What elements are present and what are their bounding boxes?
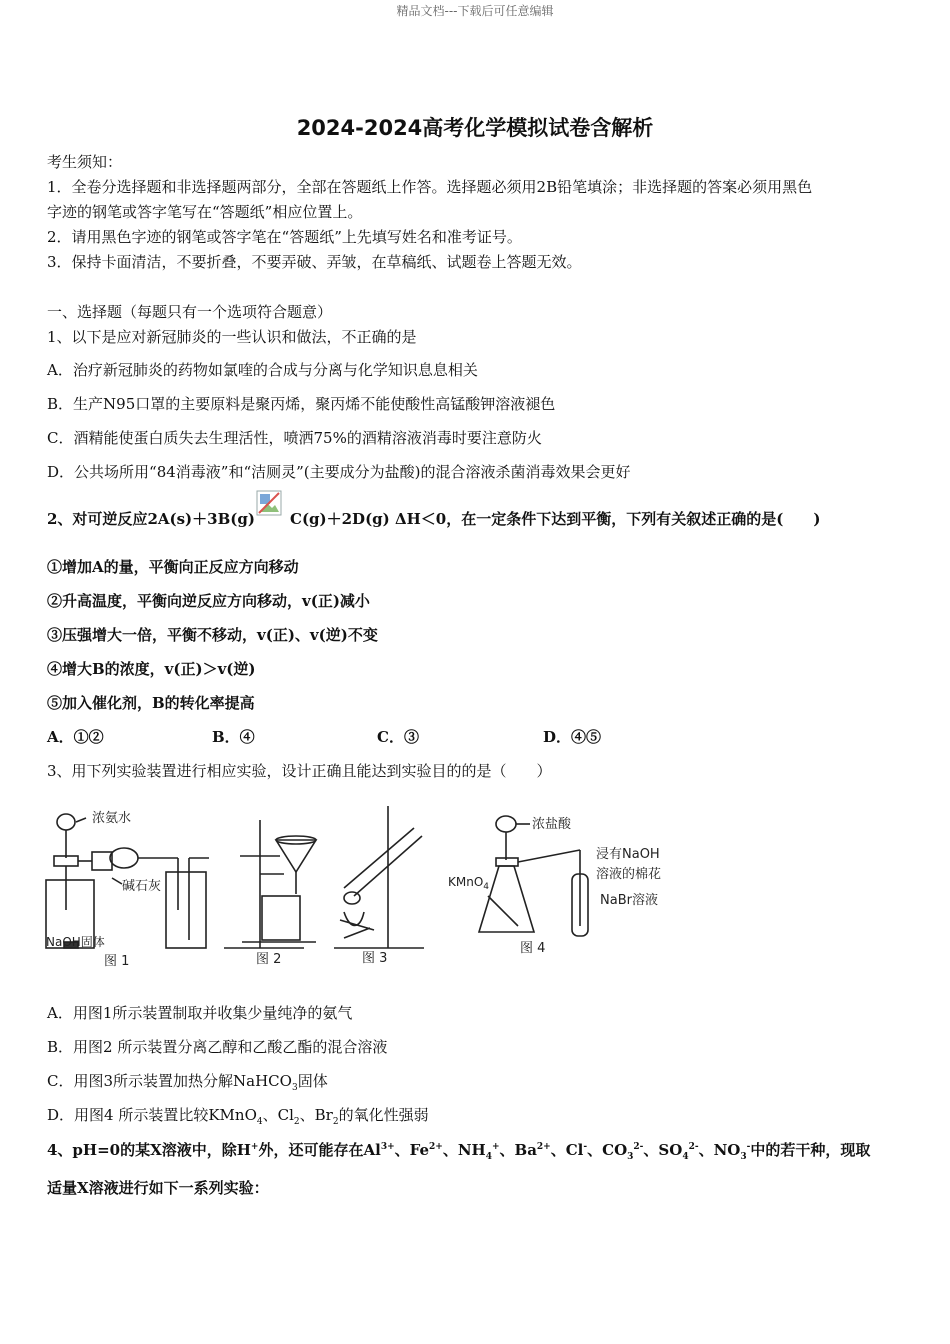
figure-2-label: 图 2 xyxy=(256,952,282,967)
label-soda-lime: 碱石灰 xyxy=(122,879,162,894)
section-heading: 一、选择题（每题只有一个选项符合题意） xyxy=(47,303,333,321)
figure-4-label: 图 4 xyxy=(520,941,546,956)
question-3-stem: 3、用下列实验装置进行相应实验，设计正确且能达到实验目的的是（ ） xyxy=(47,762,552,780)
page-title: 2024-2024高考化学模拟试卷含解析 xyxy=(296,116,654,140)
question-1-option-c: C．酒精能使蛋白质失去生理活性，喷洒75%的酒精溶液消毒时要注意防火 xyxy=(47,429,542,447)
label-ammonia: 浓氨水 xyxy=(92,811,132,826)
question-1-option-a: A．治疗新冠肺炎的药物如氯喹的合成与分离与化学知识息息相关 xyxy=(47,361,478,379)
broken-image-icon xyxy=(256,490,282,516)
label-naoh-solid: NaOH固体 xyxy=(46,935,105,949)
question-3-option-d: D．用图4 所示装置比较KMnO$_4$、$Cl_2$、$Br_2$的氧化性强弱 xyxy=(47,1106,429,1127)
question-3-option-a: A．用图1所示装置制取并收集少量纯净的氨气 xyxy=(47,1004,353,1022)
figure-4-apparatus xyxy=(479,816,588,936)
figure-3-label: 图 3 xyxy=(362,951,388,966)
question-1-stem: 1、以下是应对新冠肺炎的一些认识和做法，不正确的是 xyxy=(47,328,417,346)
question-2-statement: ②升高温度，平衡向逆反应方向移动，v(正)减小 xyxy=(47,592,370,610)
figure-1-label: 图 1 xyxy=(104,954,130,969)
label-nabr: NaBr溶液 xyxy=(600,893,658,908)
notice-item: 2．请用黑色字迹的钢笔或答字笔在“答题纸”上先填写姓名和准考证号。 xyxy=(47,228,522,246)
figure-2-apparatus xyxy=(224,820,316,948)
question-2-option-c: C．③ xyxy=(377,728,419,746)
question-2-option-d: D．④⑤ xyxy=(543,728,602,746)
label-kmno4: KMnO$_4$ xyxy=(448,875,490,892)
question-4-stem-line2: 适量X溶液进行如下一系列实验： xyxy=(47,1179,269,1197)
figure-3-apparatus xyxy=(334,806,424,948)
question-1-option-b: B．生产N95口罩的主要原料是聚丙烯，聚丙烯不能使酸性高锰酸钾溶液褪色 xyxy=(47,395,556,413)
question-4-stem-line1: 4、pH=0的某X溶液中，除H+外，还可能存在$Al^{3+}$、$Fe^{2+}$、$NH_4^+$、$Ba^{2+}$、Cl-、$CO_3^{2-}$、$SO_4^{2-}$、$NO_3^-$中的若干种，现取 xyxy=(47,1141,871,1162)
page-header-watermark: 精品文档---下载后可任意编辑 xyxy=(396,4,554,18)
question-2-stem-right: C(g)＋2D(g) ΔH＜0，在一定条件下达到平衡，下列有关叙述正确的是( ) xyxy=(290,510,821,528)
question-3-option-b: B．用图2 所示装置分离乙醇和乙酸乙酯的混合溶液 xyxy=(47,1038,388,1056)
question-2-stem-left: 2、对可逆反应2A(s)＋3B(g) xyxy=(47,510,255,528)
notice-heading: 考生须知： xyxy=(47,153,123,171)
question-3-option-c: C．用图3所示装置加热分解NaHCO$_3$固体 xyxy=(47,1072,328,1093)
label-hcl: 浓盐酸 xyxy=(532,817,572,832)
lab-apparatus-figure xyxy=(44,800,694,972)
notice-item: 字迹的钢笔或答字笔写在“答题纸”相应位置上。 xyxy=(47,203,363,221)
notice-item: 3．保持卡面清洁，不要折叠，不要弄破、弄皱，在草稿纸、试题卷上答题无效。 xyxy=(47,253,582,271)
notice-item: 1．全卷分选择题和非选择题两部分，全部在答题纸上作答。选择题必须用2B铅笔填涂；非选择题的答案必须用黑色 xyxy=(47,178,813,196)
question-2-statement: ①增加A的量，平衡向正反应方向移动 xyxy=(47,558,299,576)
question-2-statement: ④增大B的浓度，v(正)＞v(逆) xyxy=(47,660,256,678)
question-2-option-a: A．①② xyxy=(47,728,104,746)
label-cotton-line1: 浸有NaOH xyxy=(596,847,660,862)
label-cotton-line2: 溶液的棉花 xyxy=(596,867,662,882)
question-2-option-b: B．④ xyxy=(212,728,255,746)
question-2-statement: ③压强增大一倍，平衡不移动，v(正)、v(逆)不变 xyxy=(47,626,378,644)
question-2-statement: ⑤加入催化剂，B的转化率提高 xyxy=(47,694,255,712)
question-1-option-d: D．公共场所用“84消毒液”和“洁厕灵”(主要成分为盐酸)的混合溶液杀菌消毒效果会更好 xyxy=(47,463,631,481)
